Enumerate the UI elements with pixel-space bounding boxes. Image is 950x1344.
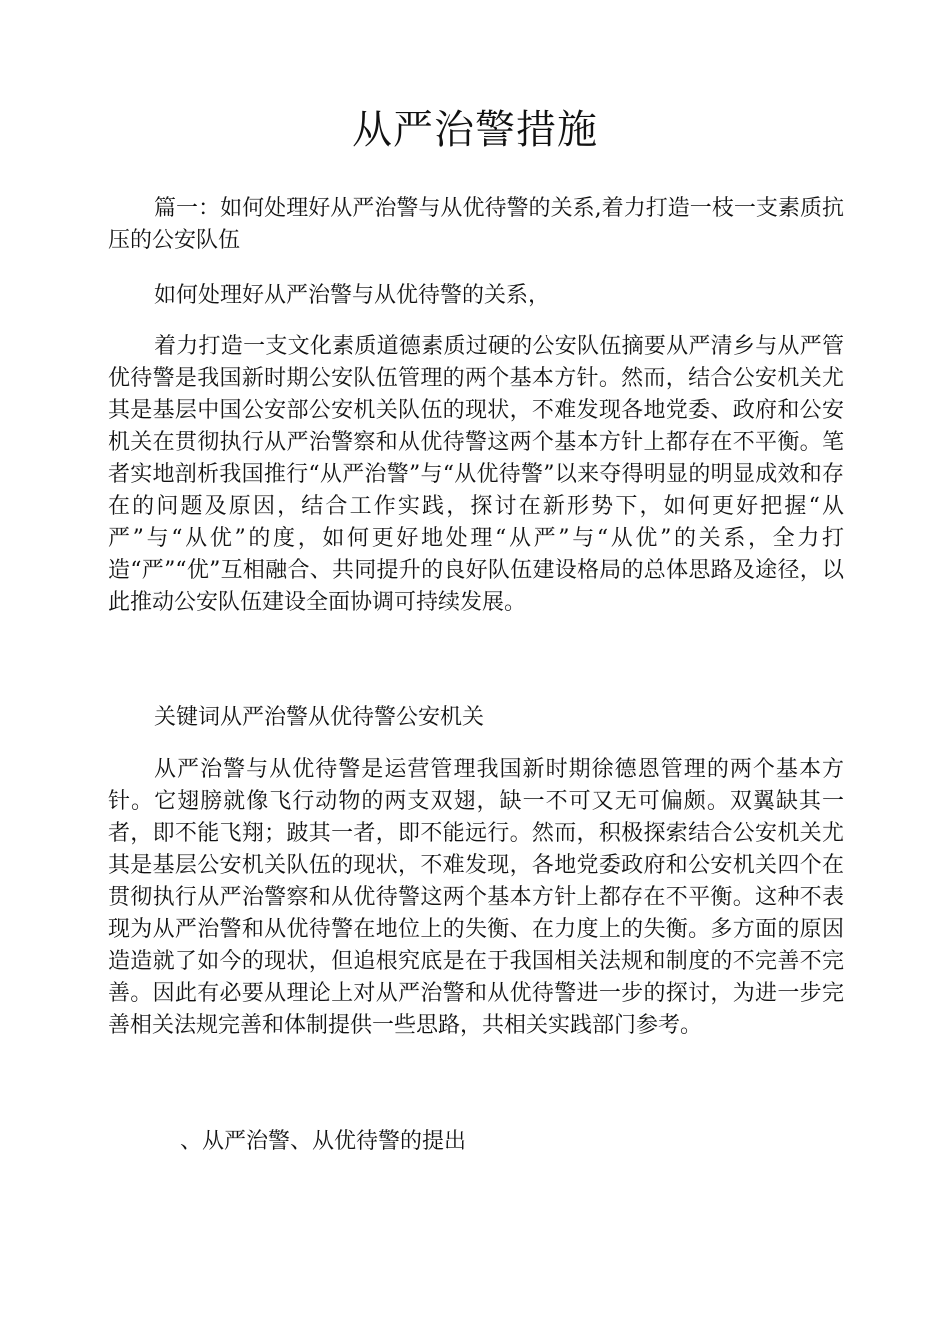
- paragraph-body: 从严治警与从优待警是运营管理我国新时期徐德恩管理的两个基本方针。它翅膀就像飞行动物的两支双翅，缺一不可又无可偏颇。双翼缺其一者，即不能飞翔；跛其一者，即不能远行。然而，积极探索结合公安机关尤其是基层公安机关队伍的现状，不难发现，各地党委政府和公安机关四个在贯彻执行从严治警察和从优待警这两个基本方针上都存在不平衡。这种不表现为从严治警和从优待警在地位上的失衡、在力度上的失衡。多方面的原因造造就了如今的现状，但追根究底是在于我国相关法规和制度的不完善不完善。因此有必要从理论上对从严治警和从优待警进一步的探讨，为进一步完善相关法规完善和体制提供一些思路，共相关实践部门参考。: [108, 757, 844, 1038]
- paragraph-abstract: 着力打造一支文化素质道德素质过硬的公安队伍摘要从严清乡与从严管优待警是我国新时期公安队伍管理的两个基本方针。然而，结合公安机关尤其是基层中国公安部公安机关队伍的现状，不难发现各地党委、政府和公安机关在贯彻执行从严治警察和从优待警这两个基本方针上都存在不平衡。笔者实地剖析我国推行“从严治警”与“从优待警”以来夺得明显的明显成效和存在的问题及原因，结合工作实践，探讨在新形势下，如何更好把握“从严”与“从优”的度，如何更好地处理“从严”与“从优”的关系，全力打造“严”“优”互相融合、共同提升的良好队伍建设格局的总体思路及途径，以此推动公安队伍建设全面协调可持续发展。: [108, 334, 844, 615]
- document-title: 从严治警措施: [352, 107, 598, 153]
- paragraph-heading-part-one: 篇一：如何处理好从严治警与从优待警的关系,着力打造一枝一支素质抗压的公安队伍: [108, 196, 844, 253]
- section-heading: 、从严治警、从优待警的提出: [180, 1129, 467, 1154]
- paragraph-keywords: 关键词从严治警从优待警公安机关: [154, 705, 485, 730]
- paragraph-subtitle: 如何处理好从严治警与从优待警的关系，: [154, 283, 551, 308]
